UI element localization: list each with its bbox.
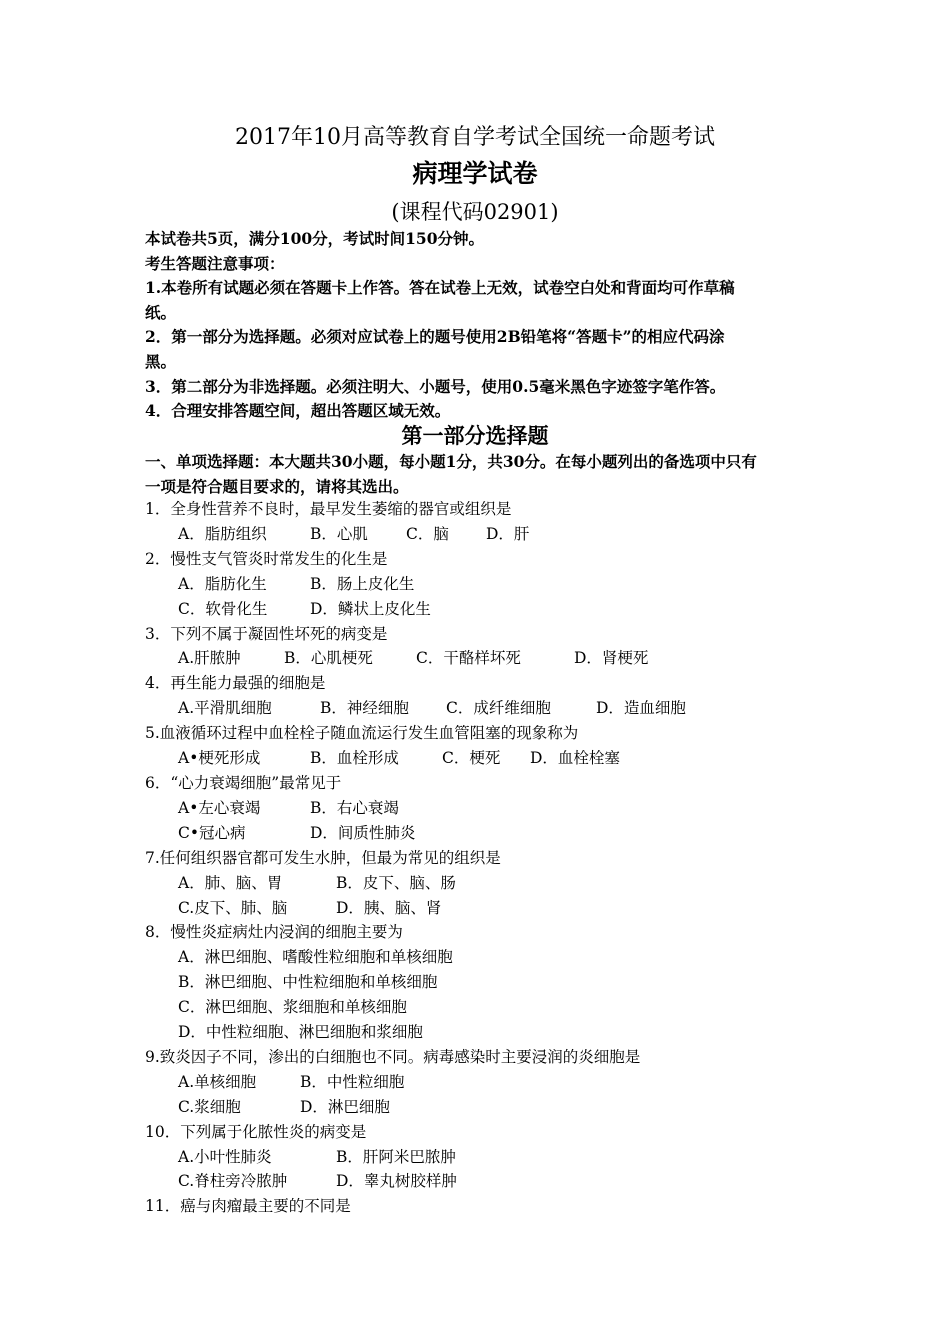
option-b: B．皮下、脑、肠 <box>336 873 456 892</box>
option-a: A．脂肪化生 <box>178 574 267 593</box>
option-c: C.皮下、肺、脑 <box>178 898 288 917</box>
option-c: C．软骨化生 <box>178 599 268 618</box>
question-1-stem: 1．全身性营养不良时，最早发生萎缩的器官或组织是 <box>145 500 512 518</box>
question-3-options <box>145 646 825 671</box>
question-2-options-row-1 <box>145 572 825 597</box>
option-a: A.小叶性肺炎 <box>178 1147 272 1166</box>
course-code: (课程代码02901) <box>391 200 559 224</box>
section-intro-line-1: 一、单项选择题：本大题共30小题，每小题1分，共30分。在每小题列出的备选项中只有 <box>145 452 757 471</box>
option-d: D．肾梗死 <box>574 649 649 668</box>
option-d: D．鳞状上皮化生 <box>310 599 431 618</box>
question-10-options-row-2 <box>145 1169 825 1194</box>
question-9-options-row-1 <box>145 1070 825 1095</box>
question-6-options-row-1 <box>145 796 825 821</box>
question-10-options-row-1 <box>145 1145 825 1170</box>
instruction-3: 3．第二部分为非选择题。必须注明大、小题号，使用0.5毫米黑色字迹签字笔作答。 <box>145 376 726 396</box>
option-b: B．中性粒细胞 <box>300 1072 405 1091</box>
option-b: B．心肌 <box>310 524 368 543</box>
option-a: A.肝脓肿 <box>178 649 241 668</box>
question-2-stem: 2．慢性支气管炎时常发生的化生是 <box>145 549 388 568</box>
option-a: A•左心衰竭 <box>178 798 261 817</box>
question-6-options-row-2 <box>145 821 825 846</box>
question-1-options <box>145 522 825 547</box>
option-d: D．肝 <box>486 524 530 543</box>
question-7-stem: 7.任何组织器官都可发生水肿，但最为常见的组织是 <box>145 848 501 867</box>
instructions <box>145 227 817 424</box>
option-d: D．胰、脑、肾 <box>336 898 442 917</box>
option-c: C．干酪样坏死 <box>416 649 521 668</box>
question-2-options-row-2 <box>145 597 825 622</box>
option-c: C．脑 <box>406 524 449 543</box>
exam-session-title: 2017年10月高等教育自学考试全国统一命题考试 <box>235 125 715 150</box>
option-b: B．心肌梗死 <box>284 649 373 668</box>
paper-title: 病理学试卷 <box>412 159 538 188</box>
option-c: C．淋巴细胞、浆细胞和单核细胞 <box>178 998 407 1017</box>
option-b: B．肠上皮化生 <box>310 574 415 593</box>
option-b: B．血栓形成 <box>310 749 399 768</box>
option-a: A．脂肪组织 <box>178 524 267 543</box>
option-a: A.平滑肌细胞 <box>178 699 272 718</box>
question-5-stem: 5.血液循环过程中血栓栓子随血流运行发生血管阻塞的现象称为 <box>145 724 579 743</box>
question-9-options-row-2 <box>145 1095 825 1120</box>
option-c: C．梗死 <box>442 749 501 768</box>
instruction-2-cont: 黑。 <box>145 351 177 371</box>
option-d: D．间质性肺炎 <box>310 823 416 842</box>
part-one-title: 第一部分选择题 <box>401 423 549 448</box>
option-d: D．淋巴细胞 <box>300 1097 390 1116</box>
section-intro-line-2: 一项是符合题目要求的，请将其选出。 <box>145 477 409 496</box>
option-c: C•冠心病 <box>178 823 246 842</box>
option-b: B．肝阿米巴脓肿 <box>336 1147 456 1166</box>
question-list <box>145 497 825 1219</box>
option-d: D．造血细胞 <box>596 699 686 718</box>
section-intro <box>145 449 817 499</box>
question-7-options-row-2 <box>145 896 825 921</box>
question-11-stem: 11．癌与肉瘤最主要的不同是 <box>145 1197 351 1216</box>
question-3-stem: 3．下列不属于凝固性坏死的病变是 <box>145 624 388 643</box>
option-c: C.浆细胞 <box>178 1097 241 1116</box>
option-b: B．淋巴细胞、中性粒细胞和单核细胞 <box>178 973 438 992</box>
question-9-stem: 9.致炎因子不同，渗出的白细胞也不同。病毒感染时主要浸润的炎细胞是 <box>145 1047 641 1066</box>
option-a: A．肺、脑、胃 <box>178 873 283 892</box>
question-8-stem: 8．慢性炎症病灶内浸润的细胞主要为 <box>145 923 403 942</box>
instruction-4: 4．合理安排答题空间，超出答题区域无效。 <box>145 401 451 421</box>
option-c: C．成纤维细胞 <box>446 699 551 718</box>
question-7-options-row-1 <box>145 871 825 896</box>
instructions-heading: 考生答题注意事项： <box>145 253 285 273</box>
question-5-options <box>145 746 825 771</box>
question-6-stem: 6．“心力衰竭细胞”最常见于 <box>145 773 342 792</box>
instruction-2: 2．第一部分为选择题。必须对应试卷上的题号使用2B铅笔将“答题卡”的相应代码涂 <box>145 327 725 347</box>
option-a: A•梗死形成 <box>178 749 261 768</box>
option-a: A.单核细胞 <box>178 1072 257 1091</box>
question-4-options <box>145 696 825 721</box>
instruction-1: 1.本卷所有试题必须在答题卡上作答。答在试卷上无效，试卷空白处和背面均可作草稿 <box>145 278 735 298</box>
question-10-stem: 10．下列属于化脓性炎的病变是 <box>145 1122 367 1141</box>
option-b: B．右心衰竭 <box>310 798 399 817</box>
option-c: C.脊柱旁冷脓肿 <box>178 1172 288 1191</box>
option-d: D．中性粒细胞、淋巴细胞和浆细胞 <box>178 1023 423 1042</box>
option-a: A．淋巴细胞、嗜酸性粒细胞和单核细胞 <box>178 948 453 967</box>
instruction-1-cont: 纸。 <box>145 302 177 322</box>
question-4-stem: 4．再生能力最强的细胞是 <box>145 674 326 693</box>
option-d: D．血栓栓塞 <box>530 749 620 768</box>
paper-summary: 本试卷共5页，满分100分，考试时间150分钟。 <box>145 229 484 248</box>
option-b: B．神经细胞 <box>320 699 409 718</box>
option-d: D．睾丸树胶样肿 <box>336 1172 457 1191</box>
